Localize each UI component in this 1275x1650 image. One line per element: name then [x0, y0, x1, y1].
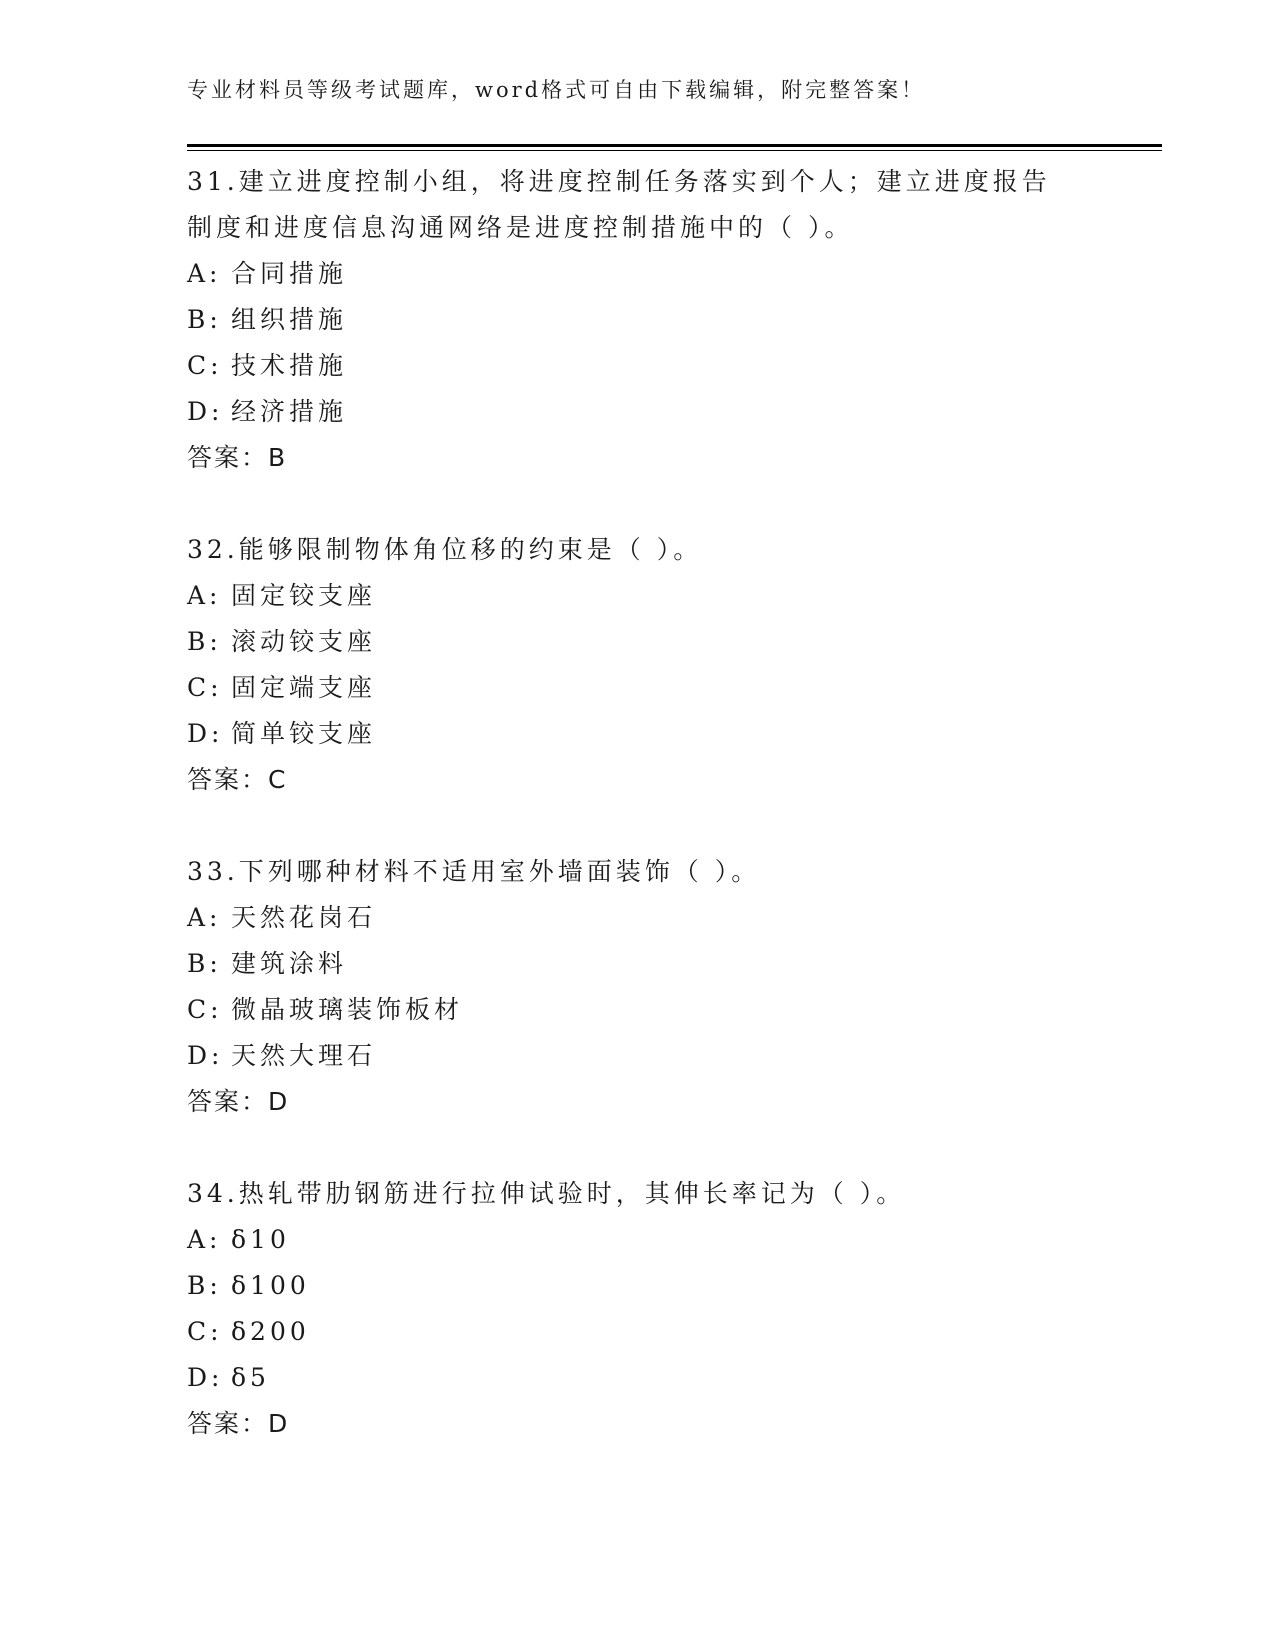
option-key: D: — [187, 397, 224, 426]
option-key: B: — [187, 949, 222, 978]
question-31 — [187, 159, 1087, 481]
option-text: 组织措施 — [231, 305, 348, 334]
option-key: A: — [187, 259, 222, 288]
option-a — [187, 1217, 1087, 1263]
option-a — [187, 895, 1087, 941]
option-b — [187, 297, 1087, 343]
question-list — [187, 159, 1087, 1493]
option-b — [187, 1263, 1087, 1309]
option-text: δ200 — [231, 1317, 310, 1346]
option-text: 技术措施 — [231, 351, 348, 380]
option-key: B: — [187, 627, 222, 656]
option-key: A: — [187, 1225, 222, 1254]
option-text: δ10 — [231, 1225, 290, 1254]
option-text: 固定铰支座 — [231, 581, 377, 610]
option-key: C: — [187, 351, 223, 380]
option-key: D: — [187, 719, 224, 748]
option-key: B: — [187, 1271, 222, 1300]
option-key: B: — [187, 305, 222, 334]
option-d — [187, 389, 1087, 435]
option-c — [187, 987, 1087, 1033]
option-key: C: — [187, 1317, 223, 1346]
option-key: C: — [187, 995, 223, 1024]
option-c — [187, 665, 1087, 711]
option-text: 天然大理石 — [231, 1041, 377, 1070]
option-key: A: — [187, 581, 222, 610]
question-stem: 32.能够限制物体角位移的约束是（ ）。 — [187, 535, 703, 564]
question-34 — [187, 1171, 1087, 1447]
option-text: 简单铰支座 — [231, 719, 377, 748]
option-a — [187, 251, 1087, 297]
question-32 — [187, 527, 1087, 803]
option-key: C: — [187, 673, 223, 702]
question-stem: 34.热轧带肋钢筋进行拉伸试验时，其伸长率记为（ ）。 — [187, 1179, 906, 1208]
option-c — [187, 1309, 1087, 1355]
question-33 — [187, 849, 1087, 1125]
option-key: D: — [187, 1041, 224, 1070]
answer-line: 答案：C — [187, 765, 288, 794]
option-c — [187, 343, 1087, 389]
option-b — [187, 619, 1087, 665]
option-key: A: — [187, 903, 222, 932]
option-text: 固定端支座 — [231, 673, 377, 702]
option-b — [187, 941, 1087, 987]
option-key: D: — [187, 1363, 224, 1392]
option-text: δ5 — [231, 1363, 270, 1392]
answer-line: 答案：D — [187, 1087, 290, 1116]
option-text: 滚动铰支座 — [231, 627, 377, 656]
answer-line: 答案：D — [187, 1409, 290, 1438]
document-header: 专业材料员等级考试题库，word格式可自由下载编辑，附完整答案！ — [187, 78, 926, 102]
header-rule-thick — [187, 144, 1162, 147]
option-text: 天然花岗石 — [231, 903, 377, 932]
header-rule-thin — [187, 150, 1162, 151]
option-d — [187, 1355, 1087, 1401]
option-d — [187, 711, 1087, 757]
option-d — [187, 1033, 1087, 1079]
question-stem: 31.建立进度控制小组，将进度控制任务落实到个人；建立进度报告制度和进度信息沟通网络是进度控制措施中的（ ）。 — [187, 167, 1051, 242]
option-text: 合同措施 — [231, 259, 348, 288]
option-text: δ100 — [231, 1271, 310, 1300]
answer-line: 答案：B — [187, 443, 288, 472]
option-text: 经济措施 — [231, 397, 348, 426]
question-stem: 33.下列哪种材料不适用室外墙面装饰（ ）。 — [187, 857, 761, 886]
option-text: 微晶玻璃装饰板材 — [231, 995, 464, 1024]
option-a — [187, 573, 1087, 619]
option-text: 建筑涂料 — [231, 949, 348, 978]
